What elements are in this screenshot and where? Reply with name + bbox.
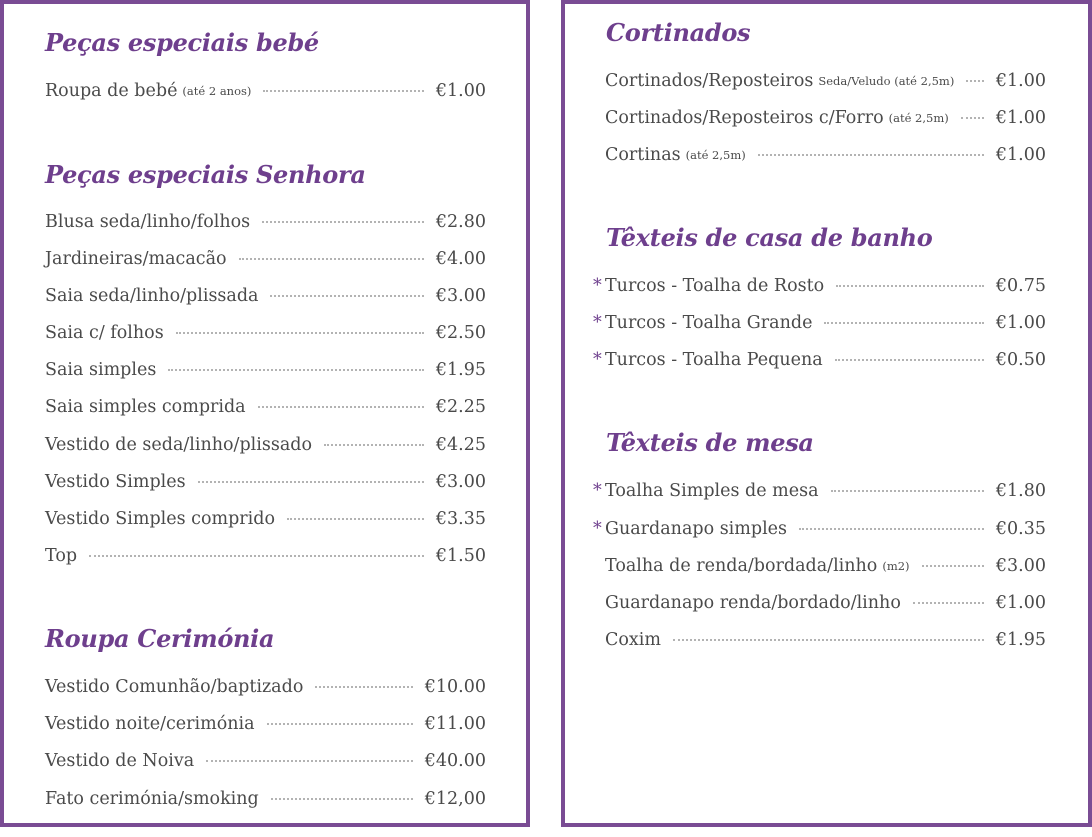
dot-leader: [922, 565, 984, 567]
dot-leader: [258, 406, 424, 408]
section-title-cortinados: Cortinados: [606, 18, 751, 47]
item-price: €4.00: [435, 249, 486, 269]
dot-leader: [263, 90, 423, 92]
section-title-roupa-cerimonia: Roupa Cerimónia: [45, 624, 275, 653]
dot-leader: [799, 528, 984, 530]
list-item: [45, 786, 486, 812]
price-list-left-panel: [0, 0, 530, 827]
section-title-texteis-mesa: Têxteis de mesa: [606, 428, 814, 457]
item-name: Turcos - Toalha Grande: [605, 313, 813, 333]
item-name: Blusa seda/linho/folhos: [45, 212, 251, 232]
list-item: [605, 627, 1046, 653]
item-price: €12,00: [424, 789, 486, 809]
item-name: Vestido Simples: [45, 472, 186, 492]
item-name: Toalha Simples de mesa: [605, 481, 819, 501]
item-price: €1.95: [995, 630, 1046, 650]
star-marker: *: [593, 350, 602, 370]
item-note: Seda/Veludo (até 2,5m): [818, 74, 955, 88]
item-note: (m2): [882, 559, 910, 573]
dot-leader: [198, 481, 424, 483]
item-price: €10.00: [424, 677, 486, 697]
item-note: (até 2,5m): [888, 111, 949, 125]
list-item: [605, 142, 1046, 168]
item-price: €1.00: [995, 71, 1046, 91]
item-name: Cortinas: [605, 145, 681, 165]
star-marker: *: [593, 313, 602, 333]
list-item: [45, 674, 486, 700]
star-marker: *: [593, 276, 602, 296]
list-item: [593, 273, 1046, 299]
list-item: [593, 347, 1046, 373]
list-item: [45, 283, 486, 309]
list-item: [45, 78, 486, 104]
dot-leader: [673, 639, 984, 641]
item-name: Roupa de bebé: [45, 81, 178, 101]
item-note: (até 2 anos): [182, 84, 252, 98]
item-name: Vestido de seda/linho/plissado: [45, 435, 312, 455]
item-price: €4.25: [435, 435, 486, 455]
star-marker: *: [593, 481, 602, 501]
item-price: €1.00: [435, 81, 486, 101]
item-name: Vestido noite/cerimónia: [45, 714, 255, 734]
item-price: €3.00: [995, 556, 1046, 576]
list-item: [45, 469, 486, 495]
item-price: €3.00: [435, 472, 486, 492]
list-item: [45, 320, 486, 346]
item-name: Saia seda/linho/plissada: [45, 286, 259, 306]
item-price: €0.75: [995, 276, 1046, 296]
item-price: €1.00: [995, 593, 1046, 613]
item-price: €1.00: [995, 108, 1046, 128]
item-price: €1.50: [435, 546, 486, 566]
item-price: €1.00: [995, 313, 1046, 333]
list-item: [45, 543, 486, 569]
item-name: Fato cerimónia/smoking: [45, 789, 259, 809]
list-item: [593, 478, 1046, 504]
list-item: [45, 432, 486, 458]
list-item: [605, 68, 1046, 94]
item-price: €1.00: [995, 145, 1046, 165]
item-name: Saia simples comprida: [45, 397, 246, 417]
list-item: [45, 506, 486, 532]
list-item: [605, 553, 1046, 579]
dot-leader: [271, 798, 413, 800]
dot-leader: [168, 369, 424, 371]
item-name: Turcos - Toalha de Rosto: [605, 276, 825, 296]
item-name: Saia c/ folhos: [45, 323, 164, 343]
dot-leader: [270, 295, 423, 297]
dot-leader: [176, 332, 424, 334]
item-name: Guardanapo renda/bordado/linho: [605, 593, 901, 613]
dot-leader: [836, 285, 984, 287]
item-name: Vestido Simples comprido: [45, 509, 276, 529]
dot-leader: [89, 555, 424, 557]
item-price: €2.80: [435, 212, 486, 232]
section-title-pecas-bebe: Peças especiais bebé: [45, 28, 319, 57]
item-name: Vestido Comunhão/baptizado: [45, 677, 304, 697]
item-name: Jardineiras/macacão: [45, 249, 227, 269]
dot-leader: [758, 154, 984, 156]
list-item: [45, 394, 486, 420]
dot-leader: [824, 322, 983, 324]
price-list-right-panel: [561, 0, 1092, 827]
list-item: [45, 357, 486, 383]
item-price: €11.00: [424, 714, 486, 734]
list-item: [45, 748, 486, 774]
list-item: [593, 516, 1046, 542]
dot-leader: [913, 602, 984, 604]
dot-leader: [267, 723, 413, 725]
item-name: Cortinados/Reposteiros: [605, 71, 814, 91]
item-price: €40.00: [424, 751, 486, 771]
item-name: Cortinados/Reposteiros c/Forro: [605, 108, 884, 128]
dot-leader: [239, 258, 424, 260]
item-name: Top: [45, 546, 78, 566]
dot-leader: [961, 117, 984, 119]
item-price: €3.35: [435, 509, 486, 529]
list-item: [605, 590, 1046, 616]
dot-leader: [262, 221, 424, 223]
item-price: €1.95: [435, 360, 486, 380]
list-item: [605, 105, 1046, 131]
dot-leader: [835, 359, 984, 361]
section-title-texteis-banho: Têxteis de casa de banho: [606, 223, 933, 252]
dot-leader: [315, 686, 412, 688]
section-title-pecas-senhora: Peças especiais Senhora: [45, 160, 366, 189]
dot-leader: [966, 80, 984, 82]
list-item: [593, 310, 1046, 336]
item-price: €0.35: [995, 519, 1046, 539]
item-name: Turcos - Toalha Pequena: [605, 350, 823, 370]
item-name: Vestido de Noiva: [45, 751, 195, 771]
dot-leader: [831, 490, 984, 492]
list-item: [45, 246, 486, 272]
item-price: €0.50: [995, 350, 1046, 370]
item-note: (até 2,5m): [685, 148, 746, 162]
dot-leader: [287, 518, 424, 520]
item-price: €3.00: [435, 286, 486, 306]
dot-leader: [206, 760, 413, 762]
star-marker: *: [593, 519, 602, 539]
item-price: €2.25: [435, 397, 486, 417]
dot-leader: [324, 444, 424, 446]
list-item: [45, 209, 486, 235]
item-name: Coxim: [605, 630, 661, 650]
item-name: Toalha de renda/bordada/linho: [605, 556, 878, 576]
item-name: Guardanapo simples: [605, 519, 787, 539]
list-item: [45, 711, 486, 737]
item-price: €2.50: [435, 323, 486, 343]
item-name: Saia simples: [45, 360, 157, 380]
item-price: €1.80: [995, 481, 1046, 501]
